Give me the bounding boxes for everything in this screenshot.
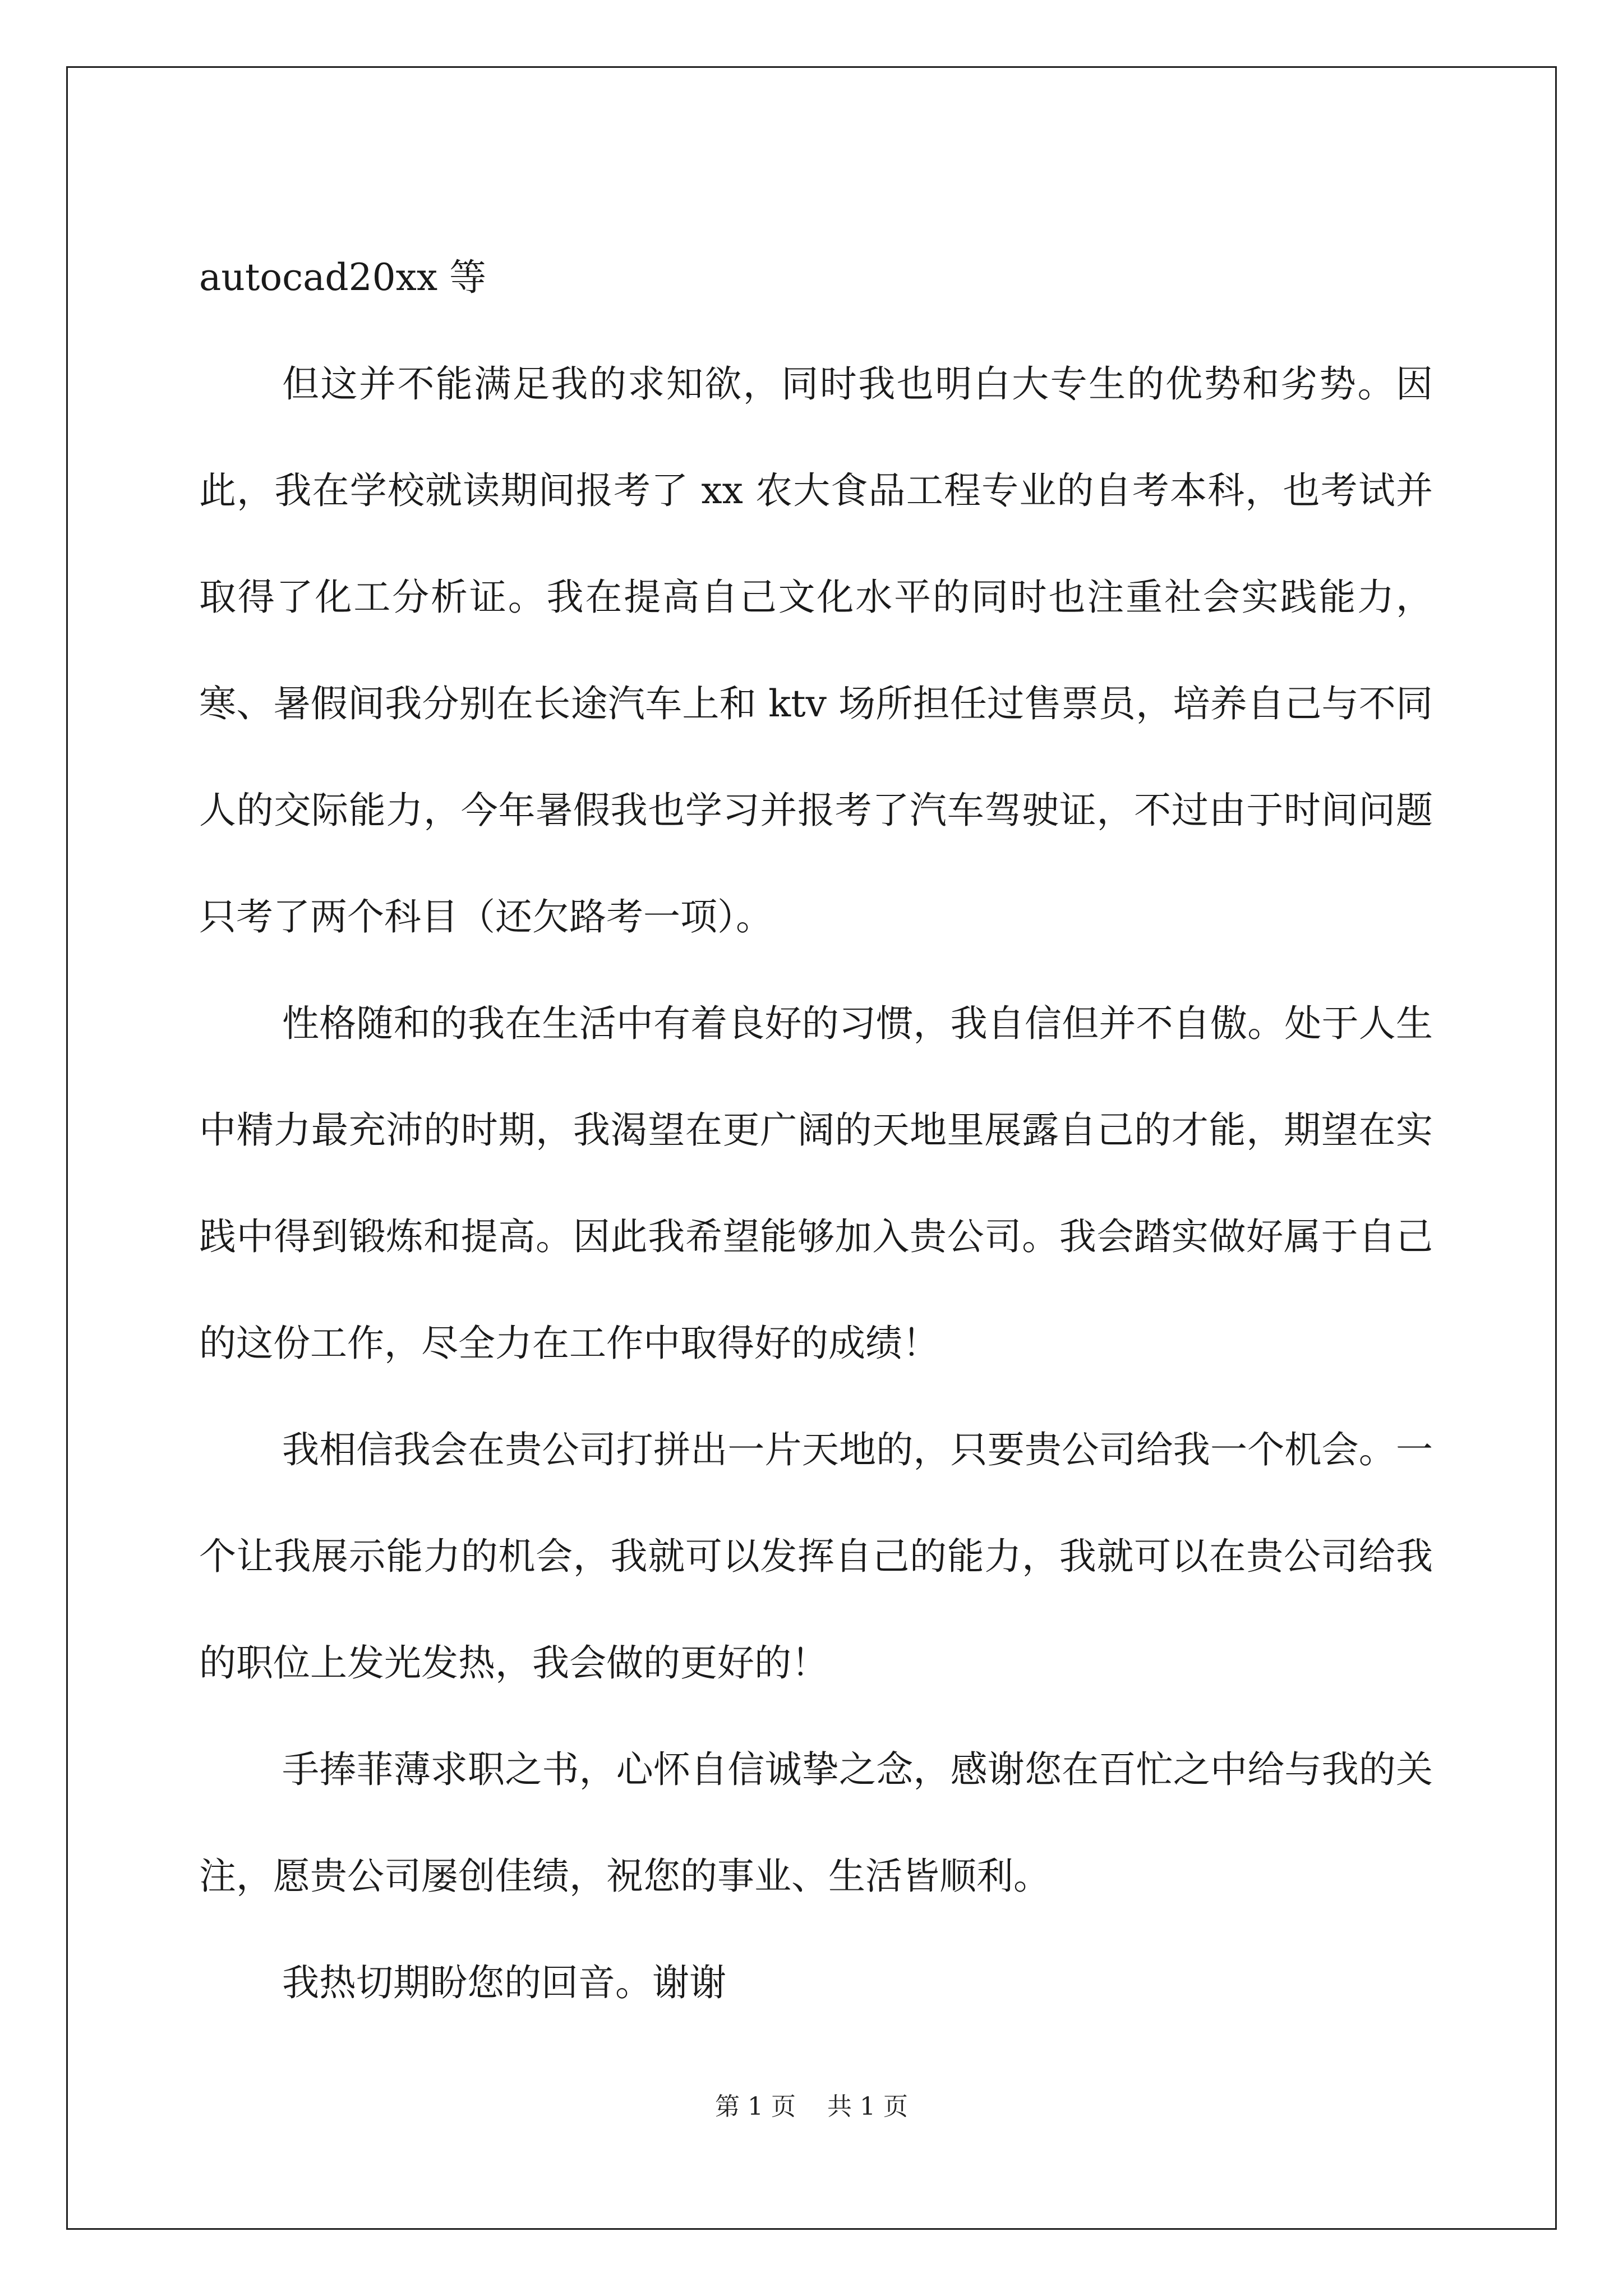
paragraph-education: 但这并不能满足我的求知欲，同时我也明白大专生的优势和劣势。因此，我在学校就读期间报考了 xx 农大食品工程专业的自考本科，也考试并取得了化工分析证。我在提高自己文化水平的同时也注重社会实践能力，寒、暑假间我分别在长途汽车上和 ktv 场所担任过售票员，培养自己与不同人的交际能力，今年暑假我也学习并报考了汽车驾驶证，不过由于时间问题只考了两个科目（还欠路考一项）。 <box>199 362 1433 938</box>
document-body <box>199 224 1433 2036</box>
page-total: 共 1 页 <box>827 2092 908 2121</box>
page-footer <box>0 2090 1623 2124</box>
paragraph-closing: 我热切期盼您的回音。谢谢 <box>282 1961 726 2004</box>
paragraph-personality: 性格随和的我在生活中有着良好的习惯，我自信但并不自傲。处于人生中精力最充沛的时期，我渴望在更广阔的天地里展露自己的才能，期望在实践中得到锻炼和提高。因此我希望能够加入贵公司。我会踏实做好属于自己的这份工作，尽全力在工作中取得好的成绩！ <box>199 1002 1433 1365</box>
page-number: 第 1 页 <box>715 2092 796 2121</box>
paragraph-intro: autocad20xx 等 <box>199 256 487 299</box>
paragraph-thanks: 手捧菲薄求职之书，心怀自信诚挚之念，感谢您在百忙之中给与我的关注，愿贵公司屡创佳绩，祝您的事业、生活皆顺利。 <box>199 1748 1433 1898</box>
paragraph-confidence: 我相信我会在贵公司打拼出一片天地的，只要贵公司给我一个机会。一个让我展示能力的机会，我就可以发挥自己的能力，我就可以在贵公司给我的职位上发光发热，我会做的更好的！ <box>199 1428 1433 1685</box>
